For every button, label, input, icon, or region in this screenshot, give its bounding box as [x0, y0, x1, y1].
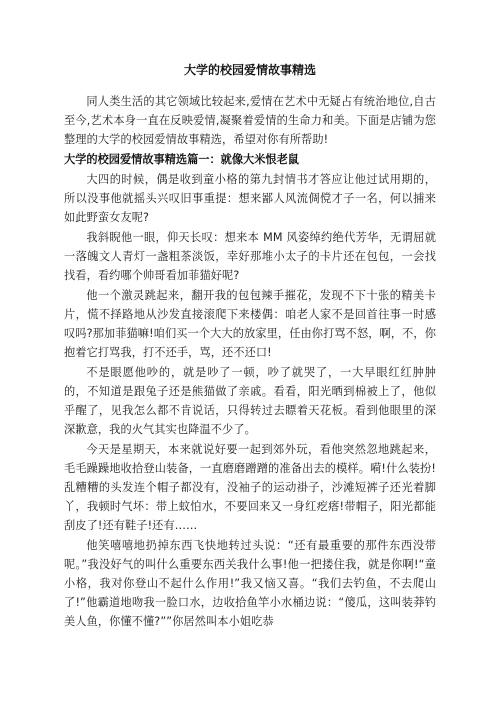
body-paragraph: 今天是星期天，本来就说好要一起到郊外玩，看他突然忽地跳起来，毛毛躁躁地收拾登山装备，一直磨磨蹭蹭的准备出去的模样。嗬!什么装扮!乱糟糟的头发连个帽子都没有，没袖子的运动褂子，沙滩短裤子还光着脚丫，我顿时气坏：带上蚊怕水，不要回来又一身红疙瘩!带帽子，阳光都能刮皮了!还有鞋子!还有……: [64, 443, 436, 532]
section-heading: 大学的校园爱情故事精选篇一：就像大米恨老鼠: [64, 153, 299, 166]
body-paragraph: 大四的时候，偶是收到童小格的第九封情书才答应让他过试用期的，所以没事他就摇头兴叹旧事重提：想来鄙人风流倜傥才子一名，何以捕来如此野蛮女友呢?: [64, 173, 436, 224]
document-title: 大学的校园爱情故事精选: [183, 63, 316, 77]
body-paragraph: 我斜睨他一眼，仰天长叹：想来本 MM 风姿绰约绝代芳华，无谓屈就一落魄文人青灯一盏粗茶淡饭，幸好那堆小太子的卡片还在包包，一会找找看，看约哪个帅哥看加菲猫好呢?: [64, 231, 436, 282]
body-paragraph: 他笑嘻嘻地扔掉东西飞快地转过头说：“还有最重要的那件东西没带呢。”我没好气的叫什么重要东西关我什么事!他一把搂住我，就是你啊!“童小格，我对你登山不起什么作用!”我又恼又喜。“我们去钓鱼，不去爬山了!”他霸道地吻我一脸口水，边收拾鱼竿小水桶边说：“傻瓜，这叫装莽钓美人鱼，你懂不懂?””你居然叫本小姐吃恭: [64, 539, 436, 628]
body-paragraph: 他一个激灵跳起来，翻开我的包包辣手摧花，发现不下十张的精美卡片，慌不择路地从沙发直接滚爬下来楼偶：咱老人家不是回首往事一时感叹吗?那加菲猫嘛!咱们买一个大大的放家里，任由你打骂不怒，啊，不，你抱着它打骂我，打不还手，骂，还不还口!: [64, 289, 436, 359]
body-paragraph: 不是眼愿他吵的，就是吵了一顿，吵了就哭了，一大早眼红红肿肿的，不知道是跟兔子还是熊猫做了亲戚。看看，阳光晒到棉被上了，他似乎醒了，见我怎么都不肯说话，只得转过去瞟着天花板。看到他眼里的深深歉意，我的火气其实也降温不少了。: [64, 366, 436, 436]
intro-paragraph: 同人类生活的其它领域比较起来,爱情在艺术中无疑占有统治地位,自古至今,艺术本身一直在反映爱情,凝聚着爱情的生命力和美。下面是店铺为您整理的大学的校园爱情故事精选，希望对你有所帮助!: [64, 95, 436, 146]
